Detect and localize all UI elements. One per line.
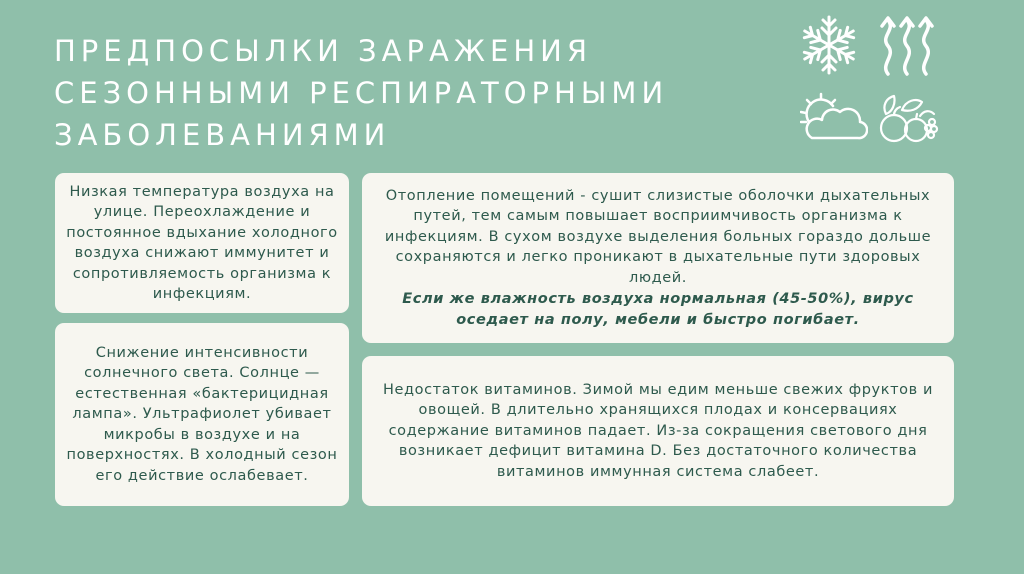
card-room-heating <box>362 173 954 343</box>
title-line-3: ЗАБОЛЕВАНИЯМИ <box>54 118 391 152</box>
title-line-1: ПРЕДПОСЫЛКИ ЗАРАЖЕНИЯ <box>54 34 593 68</box>
snowflake-icon <box>800 14 858 76</box>
title-line-2: СЕЗОННЫМИ РЕСПИРАТОРНЫМИ <box>54 76 669 110</box>
sun-behind-cloud-icon <box>800 92 868 142</box>
card-vitamin-deficiency-text: Недостаток витаминов. Зимой мы едим меньше свежих фруктов и овощей. В длительно хранящихся плодах и консервациях содержание витаминов падает. Из-за сокращения светового дня возникает дефицит витамина D. Без достаточного количества витаминов иммунная система слабеет. <box>382 381 933 480</box>
card-low-temperature-text: Низкая температура воздуха на улице. Переохлаждение и постоянное вдыхание холодного воздуха снижают иммунитет и сопротивляемость организма к инфекциям. <box>66 183 338 302</box>
fruits-vegetables-icon <box>876 92 942 144</box>
card-room-heating-text: Отопление помещений - сушит слизистые оболочки дыхательных путей, тем самым повышает восприимчивость организма к инфекциям. В сухом воздухе выделения больных гораздо дольше сохраняются и легко проникают в дыхательные пути здоровых людей. <box>384 187 932 286</box>
card-vitamin-deficiency <box>362 356 954 506</box>
card-low-temperature <box>55 173 349 313</box>
heat-waves-icon <box>876 12 938 78</box>
card-reduced-sunlight-text: Снижение интенсивности солнечного света. Солнце — естественная «бактерицидная лампа». Ультрафиолет убивает микробы в воздухе и на поверхностях. В холодный сезон его действие ослабевает. <box>66 344 338 484</box>
card-room-heating-emphasis: Если же влажность воздуха нормальная (45-50%), вирус оседает на полу, мебели и быстро погибает. <box>402 291 914 328</box>
card-reduced-sunlight <box>55 323 349 506</box>
page-title <box>54 30 774 156</box>
